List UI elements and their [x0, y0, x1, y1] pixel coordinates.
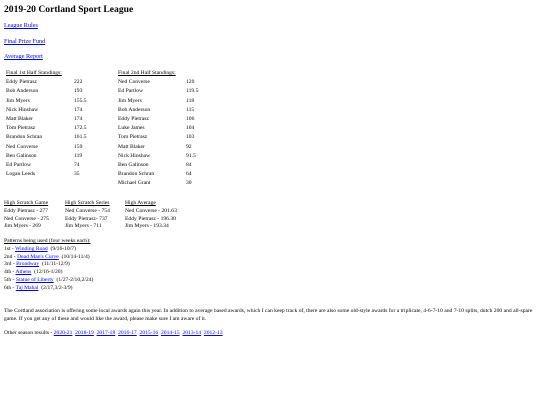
- bowler-points: 222: [74, 79, 83, 86]
- bowler-points: 91.5: [186, 152, 196, 159]
- bowler-name: Logan Leeds: [6, 171, 36, 178]
- page-title: 2019-20 Cortland Sport League: [4, 4, 134, 15]
- pattern-link[interactable]: Athens: [15, 269, 32, 276]
- bowler-name: Bob Anderson: [6, 88, 39, 95]
- standings-row: [118, 97, 198, 106]
- pattern-dates: (2/17,3/2-3/9): [41, 284, 73, 291]
- award-entry: Ned Converse - 275: [4, 215, 49, 222]
- standings-row: [6, 78, 87, 87]
- bowler-name: Jim Myers: [6, 97, 30, 104]
- pattern-order: 3rd -: [4, 261, 17, 268]
- season-link[interactable]: 2017-18: [96, 330, 116, 336]
- season-link[interactable]: 2012-13: [203, 330, 223, 336]
- other-seasons-label: Other season results -: [4, 330, 54, 336]
- patterns-section: [4, 238, 93, 293]
- standings-row: [118, 133, 198, 142]
- standings-row: [118, 143, 198, 152]
- pattern-order: 2nd -: [4, 253, 18, 260]
- standings-row: [118, 78, 198, 87]
- awards-description: The Cortland association is offering some local awards again this year. In addition to average based awards, which I can keep track of, there are also some old-style awards for a triplicate, 4-6-7-10 and 7-10 splits, dutch 200 and all-spare game. If you get any of these and would like the award, please make sure I am aware of it.: [4, 308, 533, 322]
- bowler-points: 106: [186, 116, 195, 123]
- pattern-item: [4, 269, 93, 277]
- bowler-name: Ben Galinson: [118, 162, 149, 169]
- standings-row: [118, 124, 198, 133]
- high-scratch-game-heading: High Scratch Game: [4, 200, 49, 206]
- pattern-link[interactable]: Statue of Liberty: [15, 276, 54, 283]
- pattern-dates: (10/14-11/4): [61, 253, 90, 260]
- second-half-heading: Final 2nd Half Standings:: [118, 70, 176, 76]
- high-average-column: [125, 200, 177, 231]
- bowler-name: Michael Grant: [118, 180, 151, 187]
- pattern-dates: (1/27-2/10,2/24): [56, 276, 94, 283]
- bowler-name: Nick Hinshaw: [118, 152, 151, 159]
- standings-row: [118, 115, 198, 124]
- bowler-name: Ned Converse: [6, 143, 38, 150]
- bowler-points: 74: [74, 162, 80, 169]
- bowler-points: 104: [186, 125, 195, 132]
- award-entry: Jim Myers - 711: [65, 223, 102, 230]
- pattern-order: 4th -: [4, 269, 16, 276]
- bowler-name: Bob Anderson: [118, 106, 151, 113]
- bowler-points: 161.5: [74, 134, 87, 141]
- bowler-points: 174: [74, 106, 83, 113]
- pattern-link[interactable]: Taj Mahal: [15, 284, 39, 291]
- standings-row: [118, 161, 198, 170]
- season-links: [54, 330, 223, 336]
- standings-row: [6, 106, 87, 115]
- final-prize-fund-link[interactable]: Final Prize Fund: [4, 38, 46, 45]
- bowler-points: 92: [186, 143, 192, 150]
- patterns-list: [4, 246, 93, 293]
- standings-row: [6, 170, 87, 179]
- award-entry: Eddy Pietrasz - 277: [4, 207, 48, 214]
- other-seasons: [4, 330, 223, 336]
- standings-row: [6, 97, 87, 106]
- bowler-name: Nick Hinshaw: [6, 106, 39, 113]
- average-report-link[interactable]: Average Report: [4, 53, 43, 60]
- patterns-heading: Patterns being used (four weeks each):: [4, 238, 91, 244]
- standings-row: [118, 170, 198, 179]
- bowler-points: 64: [186, 171, 192, 178]
- bowler-name: Ed Partlow: [6, 162, 32, 169]
- season-link[interactable]: 2014-15: [160, 330, 180, 336]
- pattern-dates: (9/16-10/7): [50, 245, 76, 252]
- bowler-name: Jim Myers: [118, 97, 142, 104]
- high-scratch-series-column: [65, 200, 110, 231]
- bowler-points: 174: [74, 116, 83, 123]
- pattern-item: [4, 285, 93, 293]
- bowler-points: 35: [74, 171, 80, 178]
- bowler-name: Matt Blaker: [6, 116, 33, 123]
- season-link[interactable]: 2013-14: [182, 330, 202, 336]
- standings-row: [6, 143, 87, 152]
- season-link[interactable]: 2020-21: [53, 330, 73, 336]
- bowler-name: Eddy Pietrasz: [6, 79, 37, 86]
- pattern-order: 6th -: [4, 284, 16, 291]
- bowler-name: Ed Partlow: [118, 88, 144, 95]
- bowler-points: 193: [74, 88, 83, 95]
- high-scratch-game-column: [4, 200, 49, 231]
- award-entry: Ned Converse - 201.63: [125, 207, 177, 214]
- bowler-points: 30: [186, 180, 192, 187]
- pattern-item: [4, 246, 93, 254]
- season-link[interactable]: 2015-16: [139, 330, 159, 336]
- standings-row: [6, 152, 87, 161]
- bowler-name: Luke James: [118, 125, 145, 132]
- standings-row: [118, 87, 198, 96]
- bowler-points: 115: [186, 106, 195, 113]
- bowler-name: Brandon Schran: [6, 134, 43, 141]
- pattern-item: [4, 277, 93, 285]
- bowler-points: 84: [186, 162, 192, 169]
- award-entry: Jim Myers - 269: [4, 223, 41, 230]
- award-entry: Jim Myers - 193.34: [125, 223, 169, 230]
- award-entry: Eddy Pietrasz - 196.30: [125, 215, 176, 222]
- pattern-link[interactable]: Winding Road: [15, 245, 48, 252]
- standings-row: [118, 179, 198, 188]
- standings-row: [6, 124, 87, 133]
- high-average-heading: High Average: [125, 200, 156, 206]
- first-half-standings-table: [6, 69, 87, 179]
- pattern-link[interactable]: Broadway: [16, 261, 40, 268]
- league-rules-link[interactable]: League Rules: [4, 22, 38, 29]
- standings-row: [6, 161, 87, 170]
- first-half-heading: Final 1st Half Standings:: [6, 70, 62, 76]
- bowler-points: 155.5: [74, 97, 87, 104]
- bowler-name: Matt Blaker: [118, 143, 145, 150]
- pattern-dates: (12/16-1/20): [34, 269, 63, 276]
- bowler-name: Ned Converse: [118, 79, 150, 86]
- pattern-dates: (11/11-12/9): [41, 261, 70, 268]
- bowler-name: Ben Galinson: [6, 152, 37, 159]
- bowler-name: Tom Pietrasz: [6, 125, 36, 132]
- standings-row: [118, 106, 198, 115]
- bowler-points: 103: [186, 134, 195, 141]
- second-half-standings-table: [118, 69, 198, 189]
- bowler-points: 119.5: [186, 88, 199, 95]
- bowler-points: 119: [74, 152, 83, 159]
- bowler-points: 120: [186, 79, 195, 86]
- standings-row: [6, 87, 87, 96]
- pattern-order: 1st -: [4, 245, 16, 252]
- bowler-points: 172.5: [74, 125, 87, 132]
- award-entry: Eddy Pietrasz- 737: [65, 215, 108, 222]
- standings-row: [6, 133, 87, 142]
- standings-row: [118, 152, 198, 161]
- bowler-name: Tom Pietrasz: [118, 134, 148, 141]
- high-scratch-series-heading: High Scratch Series: [65, 200, 110, 206]
- bowler-name: Eddy Pietrasz: [118, 116, 149, 123]
- bowler-points: 159: [74, 143, 83, 150]
- bowler-name: Brandon Schran: [118, 171, 155, 178]
- pattern-link[interactable]: Dead Man's Curve: [17, 253, 59, 260]
- standings-row: [6, 115, 87, 124]
- season-link[interactable]: 2018-19: [75, 330, 94, 336]
- pattern-order: 5th -: [4, 276, 16, 283]
- bowler-points: 118: [186, 97, 195, 104]
- season-link[interactable]: 2016-17: [118, 330, 137, 336]
- award-entry: Ned Converse - 754: [65, 207, 110, 214]
